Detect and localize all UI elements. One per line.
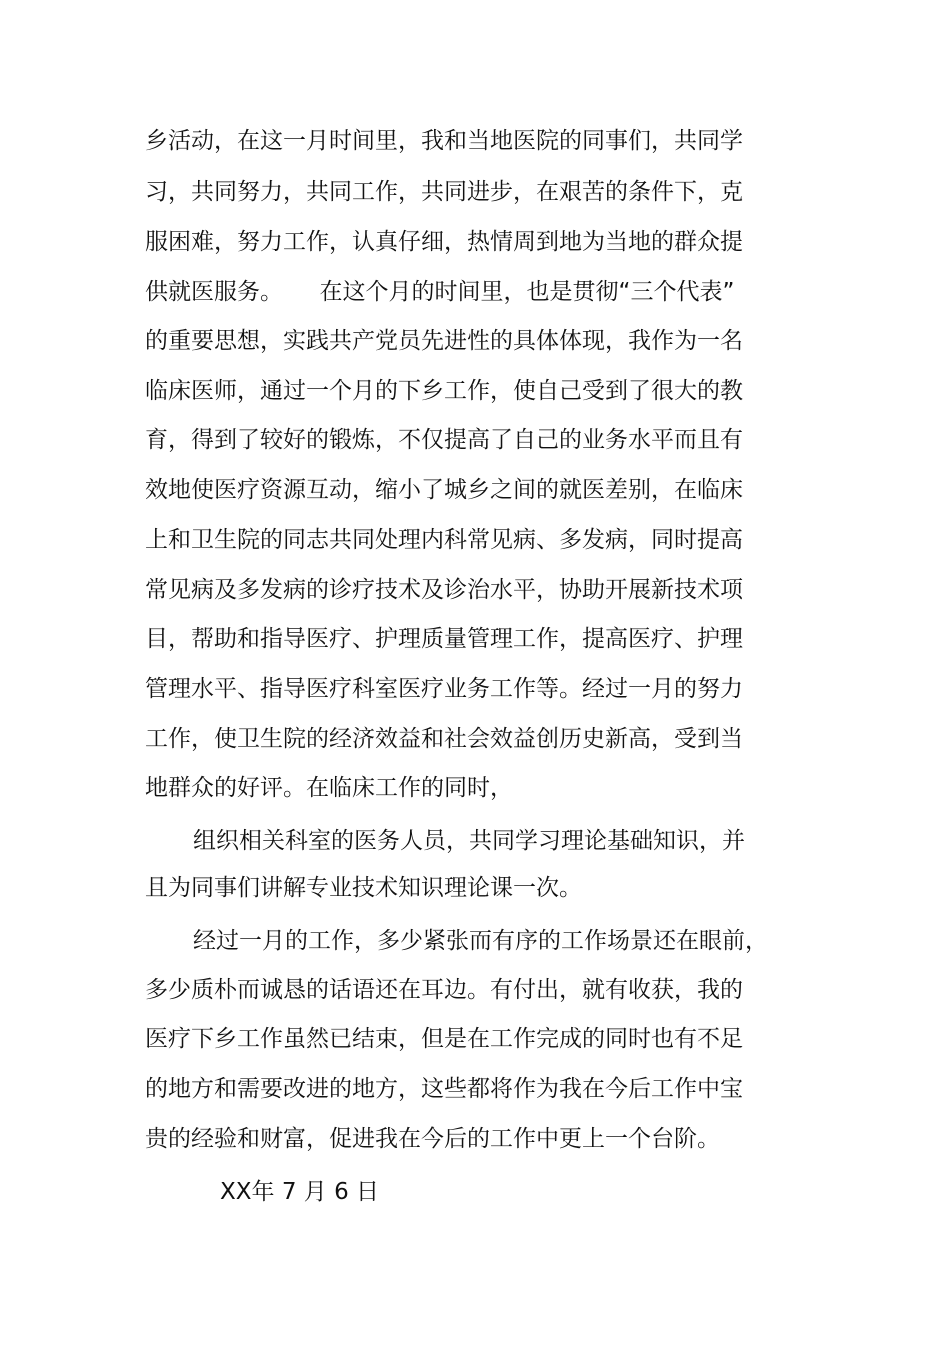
text-line: 多少质朴而诚恳的话语还在耳边。有付出，就有收获，我的	[145, 977, 743, 1003]
text-line: 地群众的好评。在临床工作的同时，	[145, 775, 513, 801]
document-date: XX年 7 月 6 日	[220, 1179, 380, 1205]
text-line: 的地方和需要改进的地方，这些都将作为我在今后工作中宝	[145, 1076, 743, 1102]
text-line: 目，帮助和指导医疗、护理质量管理工作，提高医疗、护理	[145, 626, 743, 652]
text-line: 习，共同努力，共同工作，共同进步，在艰苦的条件下，克	[145, 179, 743, 205]
text-line: 上和卫生院的同志共同处理内科常见病、多发病，同时提高	[145, 527, 743, 553]
text-line: 供就医服务。 在这个月的时间里，也是贯彻“三个代表”	[145, 279, 735, 305]
text-line: 育，得到了较好的锻炼，不仅提高了自己的业务水平而且有	[145, 427, 743, 453]
paragraph-first-line: 经过一月的工作，多少紧张而有序的工作场景还在眼前，	[193, 928, 768, 954]
text-line: 临床医师，通过一个月的下乡工作，使自己受到了很大的教	[145, 378, 743, 404]
paragraph-first-line: 组织相关科室的医务人员，共同学习理论基础知识，并	[193, 828, 745, 854]
text-line: 医疗下乡工作虽然已结束，但是在工作完成的同时也有不足	[145, 1026, 743, 1052]
text-line: 管理水平、指导医疗科室医疗业务工作等。经过一月的努力	[145, 676, 743, 702]
text-line: 贵的经验和财富，促进我在今后的工作中更上一个台阶。	[145, 1126, 720, 1152]
text-line: 的重要思想，实践共产党员先进性的具体体现，我作为一名	[145, 328, 743, 354]
text-line: 乡活动，在这一月时间里，我和当地医院的同事们，共同学	[145, 128, 743, 154]
text-line: 常见病及多发病的诊疗技术及诊治水平，协助开展新技术项	[145, 577, 743, 603]
text-line: 且为同事们讲解专业技术知识理论课一次。	[145, 875, 582, 901]
text-line: 工作，使卫生院的经济效益和社会效益创历史新高，受到当	[145, 726, 743, 752]
text-line: 服困难，努力工作，认真仔细，热情周到地为当地的群众提	[145, 229, 743, 255]
text-line: 效地使医疗资源互动，缩小了城乡之间的就医差别，在临床	[145, 477, 743, 503]
